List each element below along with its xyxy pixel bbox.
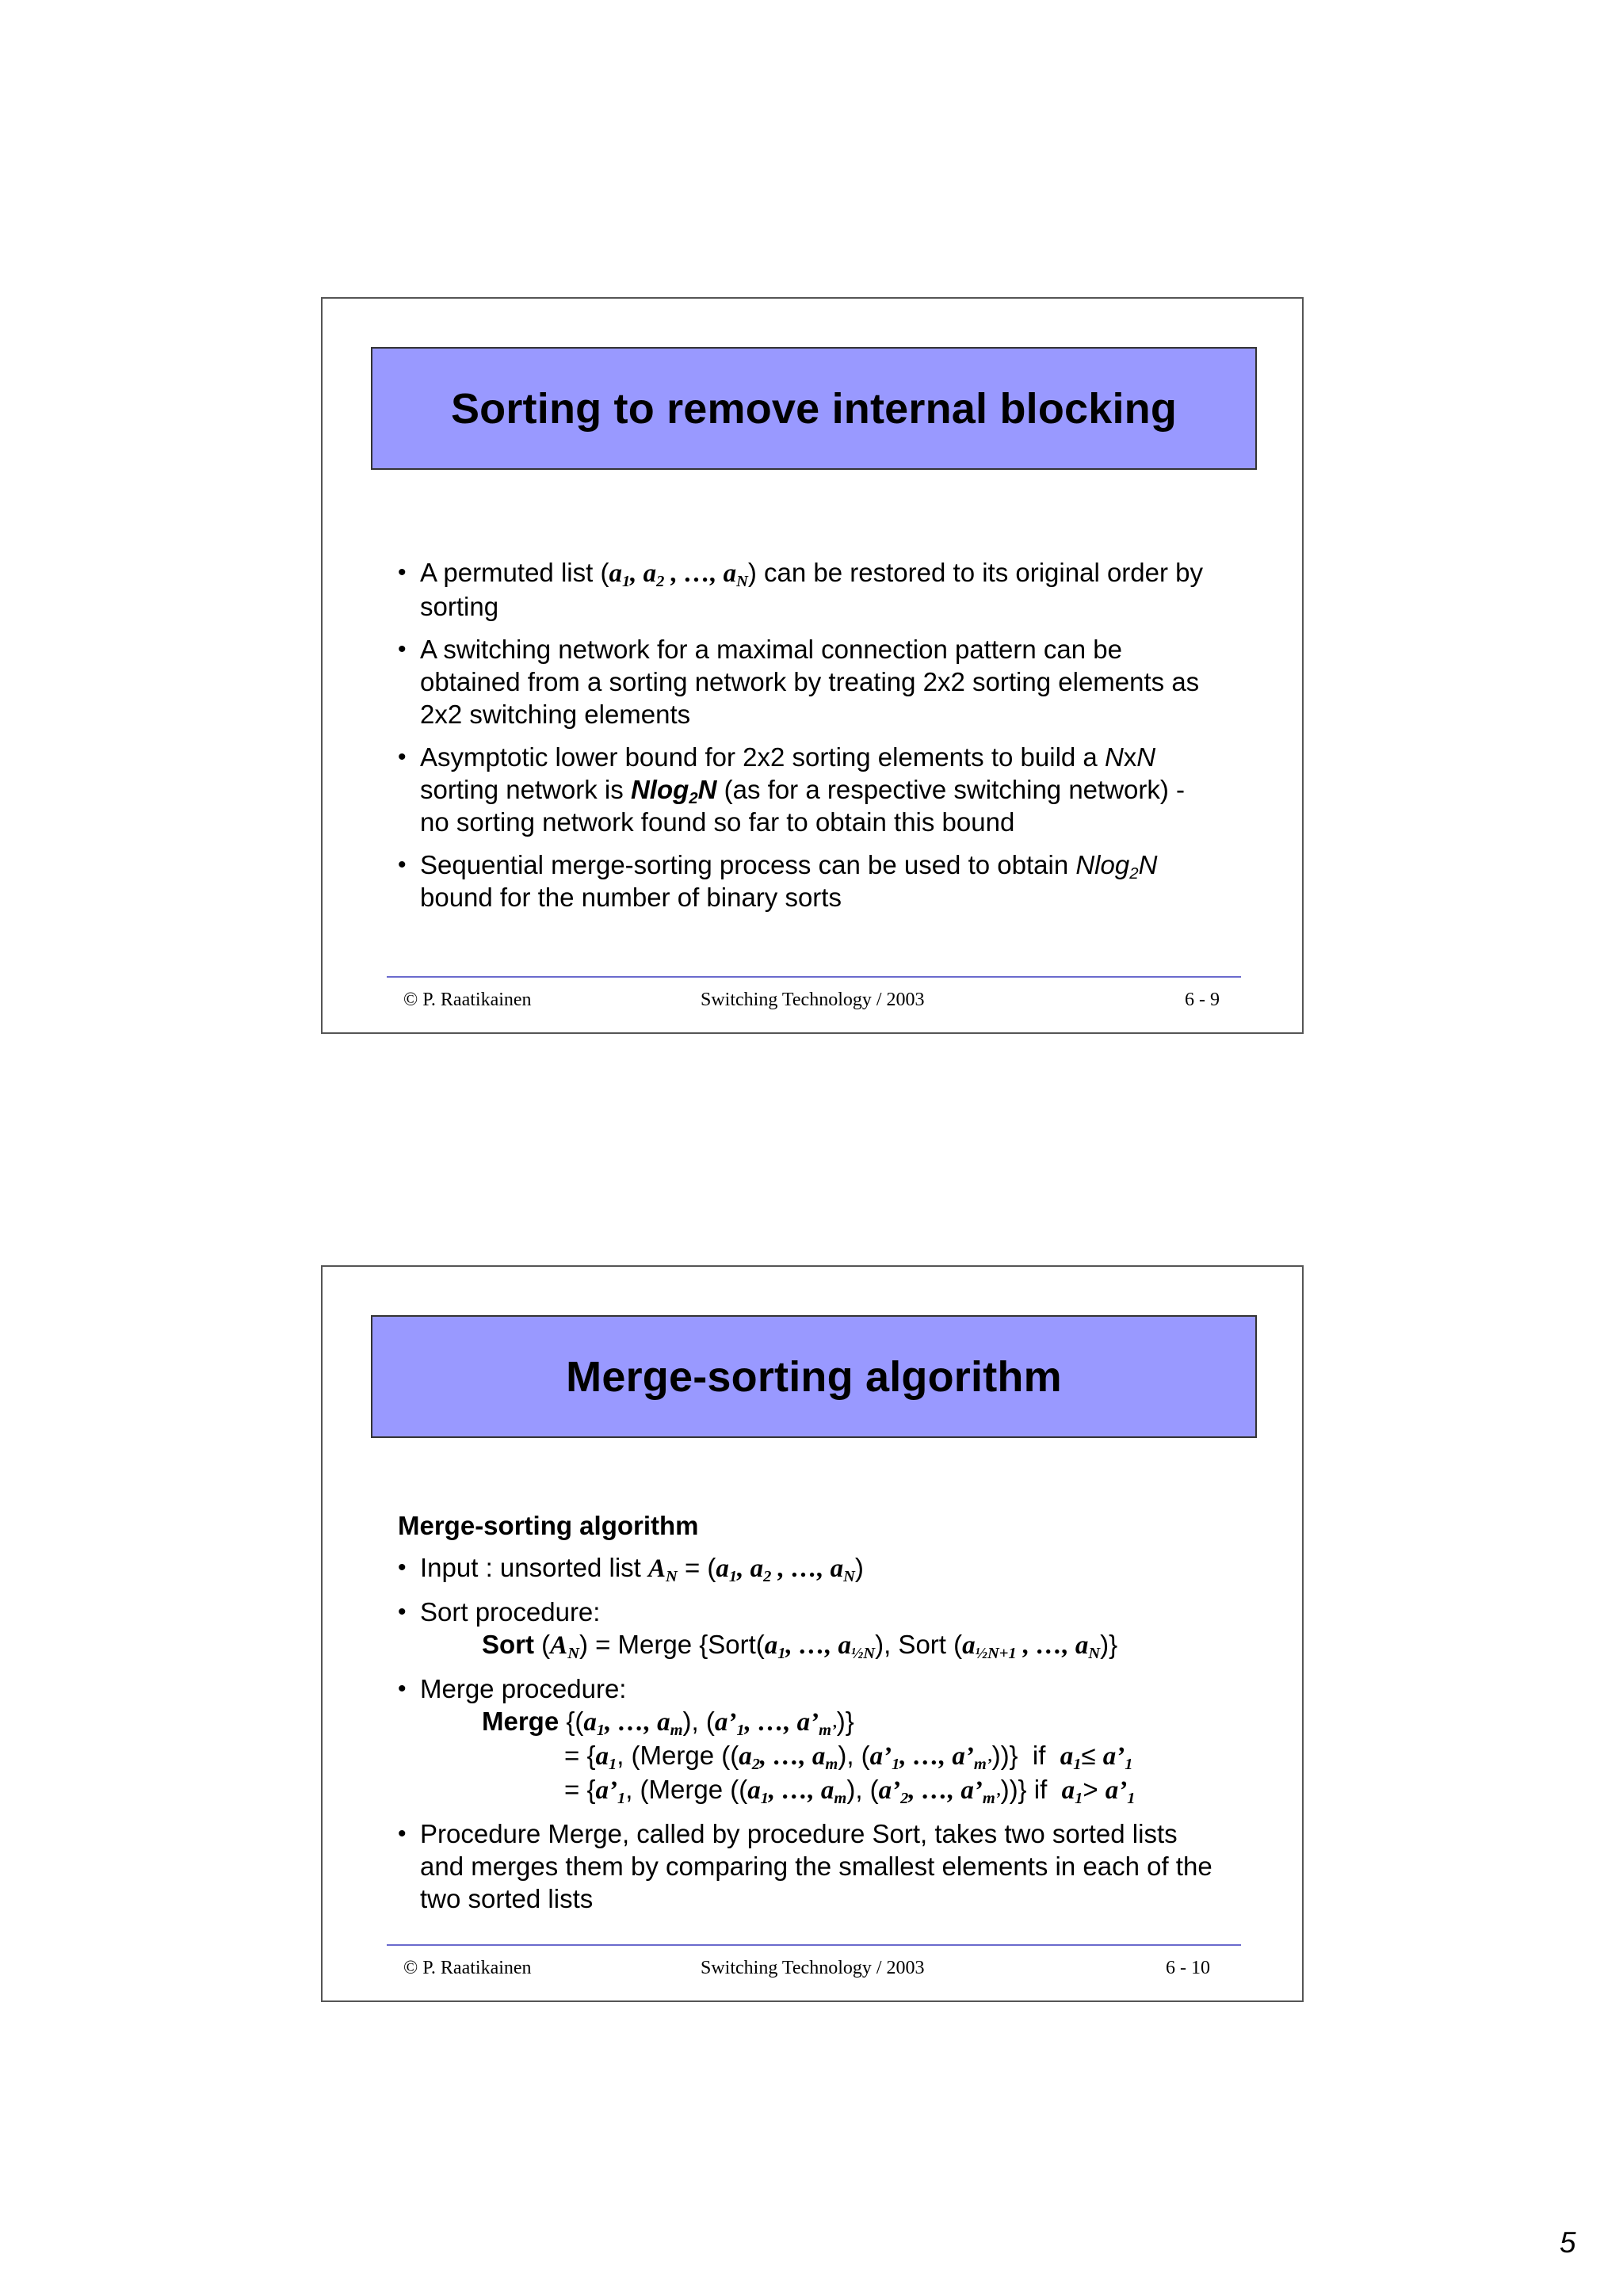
slide-sorting-blocking: [321, 297, 1304, 1034]
bullet-lower-bound: • Asymptotic lower bound for 2x2 sorting elements to build a NxN sorting network is Nlog$_2$N (as for a respective switching network) - no sorting network found so far to obtain this bound: [398, 741, 1206, 838]
slide-title-box: [371, 1315, 1257, 1438]
bullet-text: bound for the number of binary sorts: [420, 883, 842, 912]
footer-course: Switching Technology / 2003: [701, 990, 925, 1010]
merge-case-1: = {$a_1$, (Merge (($a_2$, …, $a_m$), ($a’_1$, …, $a’_{m’}$))} if $a_1\le$ $a’_1$: [564, 1741, 1133, 1774]
bullet-input: • Input : unsorted list $A_N = (a_1$, $a_2$ , …, $a_N$): [398, 1551, 1222, 1585]
math-list: $a_1$, $a_2$ , …, $a_N$: [609, 559, 748, 591]
bullet-text: A permuted list (: [420, 558, 609, 587]
bullet-list: [398, 1509, 1222, 1925]
slide-title-box: [371, 347, 1257, 470]
merge-definition: Merge {($a_1$, …, $a_m$), ($a’_1$, …, $a’_{m’}$)}: [482, 1707, 854, 1740]
bullet-procedure-merge: • Procedure Merge, called by procedure Sort, takes two sorted lists and merges them by comparing the smallest elements in each of the two sorted lists: [398, 1817, 1222, 1915]
footer-divider: [387, 1944, 1241, 1946]
bullet-sort-procedure: [398, 1596, 1222, 1662]
subheading: [398, 1509, 1222, 1542]
footer-divider: [387, 976, 1241, 978]
bullet-text: (as for a respective switching network) - no sorting network found so far to obtain this bound: [420, 775, 1186, 837]
page-number: 5: [1560, 2226, 1576, 2259]
footer-author: © P. Raatikainen: [403, 990, 532, 1010]
slide-merge-sorting: [321, 1265, 1304, 2002]
footer-slide-number: 6 - 10: [1166, 1958, 1210, 1978]
math-bound: Nlog$_2$N: [630, 775, 717, 808]
math-nxn: N: [1104, 742, 1124, 772]
slide-title: Sorting to remove internal blocking: [450, 384, 1178, 433]
merge-label: Merge procedure:: [420, 1674, 627, 1703]
footer-author: © P. Raatikainen: [403, 1958, 532, 1978]
bullet-text: sorting network is: [420, 775, 631, 804]
sort-definition: Sort $(A_N)$ = Merge {$Sort(a_1$, …, $a_{\frac{1}{2}N}$), Sort ($a_{\frac{1}{2}N+1}$ , …, $a_N$)}: [482, 1630, 1118, 1663]
bullet-merge-sorting: [398, 849, 1206, 913]
bullet-list: [398, 556, 1206, 924]
slide-title: Merge-sorting algorithm: [566, 1352, 1062, 1401]
bullet-switching-network: • A switching network for a maximal connection pattern can be obtained from a sorting network by treating 2x2 sorting elements as 2x2 switching elements: [398, 633, 1206, 730]
math-bound: Nlog$_2$N: [1075, 850, 1158, 883]
bullet-permuted-list: [398, 556, 1206, 623]
sort-label: Sort procedure:: [420, 1597, 601, 1627]
bullet-text: ) can be restored to its original order by sorting: [420, 558, 1204, 621]
bullet-text: Asymptotic lower bound for 2x2 sorting elements to build a: [420, 742, 1105, 772]
subheading-text: Merge-sorting algorithm: [398, 1511, 699, 1540]
math-n: N: [1136, 742, 1156, 772]
merge-case-2: = {$a’_1$, (Merge (($a_1$, …, $a_m$), ($a’_2$, …, $a’_{m’}$))} if $a_1>$ $a’_1$: [564, 1775, 1136, 1808]
bullet-merge-procedure: [398, 1672, 1222, 1807]
footer-slide-number: 6 - 9: [1185, 990, 1220, 1010]
footer-course: Switching Technology / 2003: [701, 1958, 925, 1978]
bullet-text: Sequential merge-sorting process can be used to obtain: [420, 850, 1076, 879]
